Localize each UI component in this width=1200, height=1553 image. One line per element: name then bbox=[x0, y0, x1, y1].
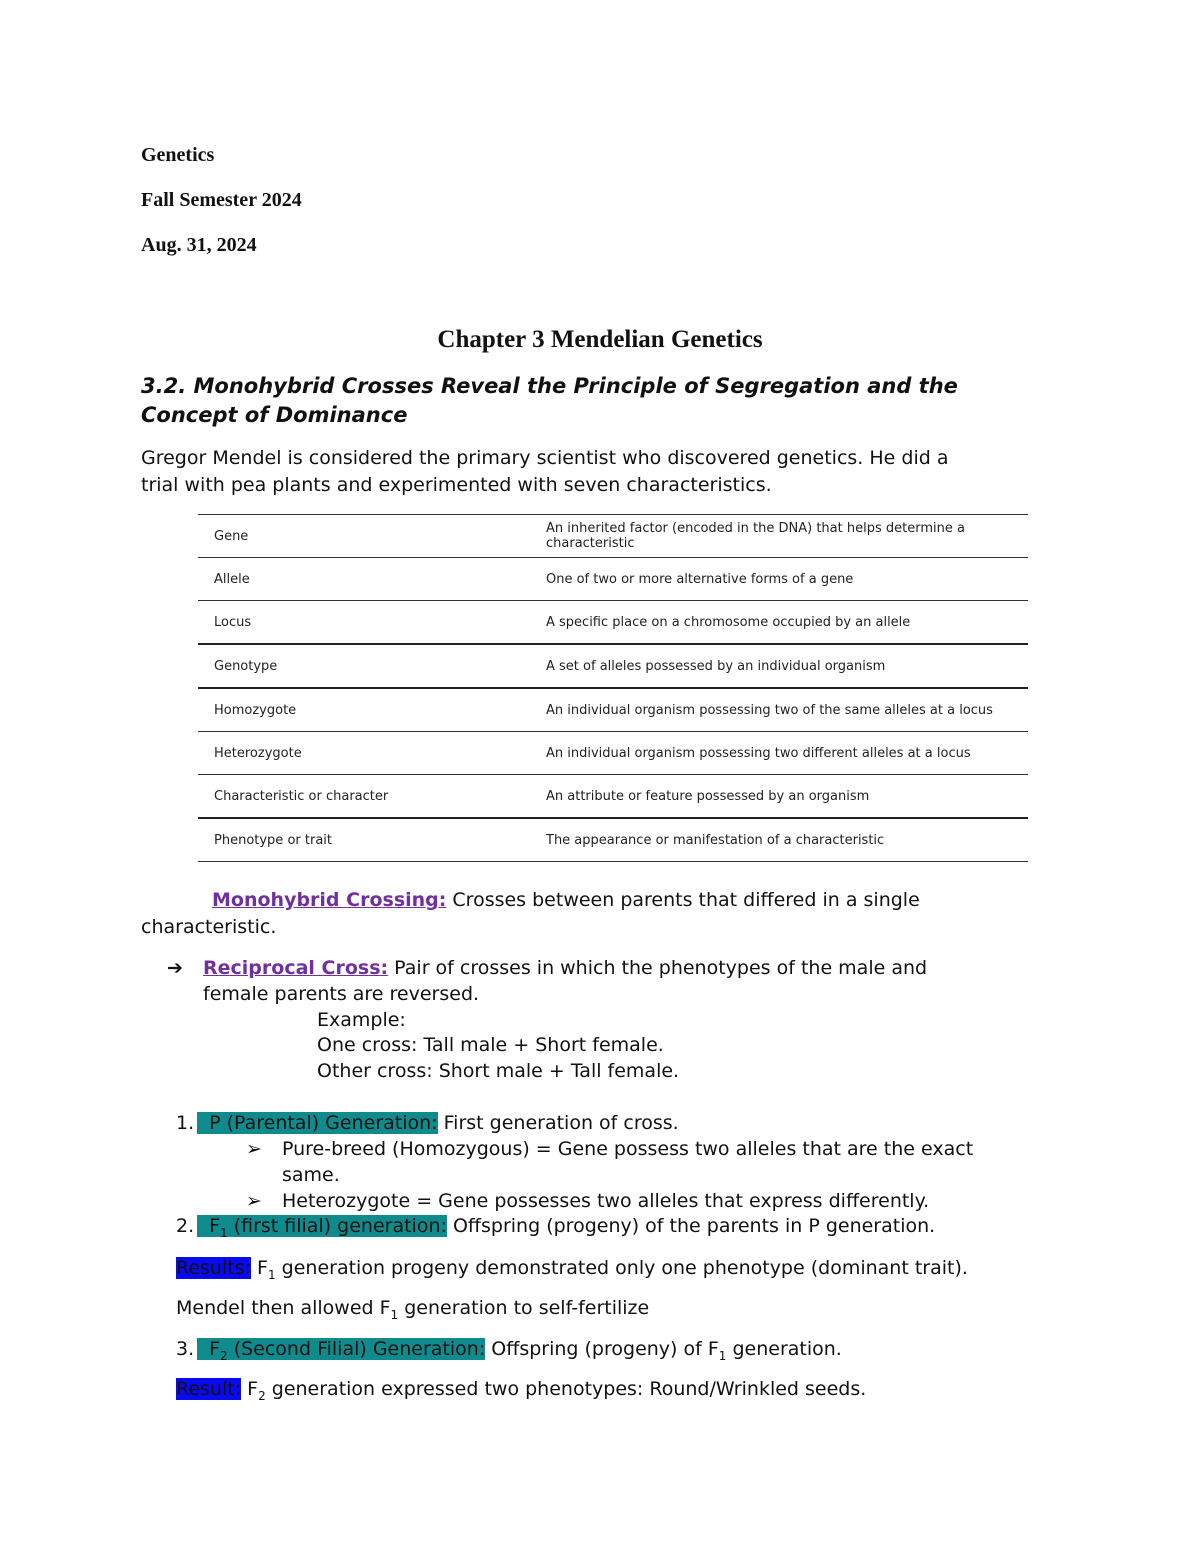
monohybrid-term: Monohybrid Crossing: bbox=[212, 889, 447, 911]
results-sub: 1 bbox=[267, 1267, 276, 1282]
term-cell: Locus bbox=[198, 601, 530, 645]
results-line bbox=[176, 1257, 968, 1282]
f2-generation-label bbox=[197, 1338, 486, 1363]
list-number-1: 1. bbox=[176, 1112, 195, 1134]
f1-label-sub: 1 bbox=[220, 1225, 228, 1240]
f1-label-post: (first filial) generation: bbox=[227, 1215, 447, 1237]
result-line bbox=[176, 1378, 866, 1403]
table-row bbox=[198, 558, 1028, 601]
bullet-1-line1: Pure-breed (Homozygous) = Gene possess two alleles that are the exact bbox=[282, 1138, 974, 1160]
list-number-2: 2. bbox=[176, 1215, 195, 1237]
arrow-icon: ➔ bbox=[167, 957, 183, 979]
term-cell: Genotype bbox=[198, 644, 530, 688]
definition-cell: A set of alleles possessed by an individual organism bbox=[530, 644, 1028, 688]
reciprocal-line2: female parents are reversed. bbox=[203, 983, 480, 1005]
reciprocal-text: Pair of crosses in which the phenotypes of the male and bbox=[388, 957, 928, 979]
example-label: Example: bbox=[317, 1009, 406, 1031]
f2-label-post: (Second Filial) Generation: bbox=[227, 1338, 486, 1360]
f1-label-pre: F bbox=[197, 1215, 221, 1237]
p-generation-line bbox=[197, 1112, 679, 1134]
table-row bbox=[198, 732, 1028, 775]
p-generation-label: P (Parental) Generation: bbox=[197, 1112, 438, 1134]
bullet-marker-icon: ➢ bbox=[246, 1190, 262, 1212]
result-post: generation expressed two phenotypes: Round/Wrinkled seeds. bbox=[265, 1378, 867, 1400]
definition-cell: The appearance or manifestation of a characteristic bbox=[530, 818, 1028, 862]
f2-label-pre: F bbox=[197, 1338, 221, 1360]
bullet-2-line1: Heterozygote = Gene possesses two alleles that express differently. bbox=[282, 1190, 930, 1212]
f2-text-sub: 1 bbox=[718, 1348, 727, 1363]
list-number-3: 3. bbox=[176, 1338, 195, 1360]
definition-cell: An individual organism possessing two of the same alleles at a locus bbox=[530, 688, 1028, 732]
result-label: Result: bbox=[176, 1378, 242, 1400]
table-row bbox=[198, 601, 1028, 645]
p-generation-text: First generation of cross. bbox=[437, 1112, 679, 1134]
self-fert-post: generation to self-fertilize bbox=[398, 1297, 650, 1319]
self-fertilize-line bbox=[176, 1297, 649, 1322]
date: Aug. 31, 2024 bbox=[141, 234, 257, 256]
section-title-line2: Concept of Dominance bbox=[141, 403, 408, 427]
section-title-line1: 3.2. Monohybrid Crosses Reveal the Principle of Segregation and the bbox=[141, 374, 958, 398]
term-cell: Heterozygote bbox=[198, 732, 530, 775]
table-row bbox=[198, 688, 1028, 732]
chapter-title: Chapter 3 Mendelian Genetics bbox=[437, 326, 763, 353]
self-fert-sub: 1 bbox=[390, 1307, 399, 1322]
result-sub: 2 bbox=[258, 1388, 266, 1403]
bullet-1-line2: same. bbox=[282, 1164, 340, 1186]
result-pre: F bbox=[241, 1378, 259, 1400]
reciprocal-term: Reciprocal Cross: bbox=[203, 957, 389, 979]
monohybrid-line1 bbox=[212, 889, 920, 911]
results-label: Results: bbox=[176, 1257, 252, 1279]
results-pre: F bbox=[251, 1257, 268, 1279]
table-row bbox=[198, 644, 1028, 688]
example-2: Other cross: Short male + Tall female. bbox=[317, 1060, 680, 1082]
definition-cell: An individual organism possessing two different alleles at a locus bbox=[530, 732, 1028, 775]
term-cell: Characteristic or character bbox=[198, 775, 530, 819]
monohybrid-line2: characteristic. bbox=[141, 916, 277, 938]
reciprocal-line1 bbox=[203, 957, 927, 979]
monohybrid-text: Crosses between parents that differed in a single bbox=[446, 889, 920, 911]
f2-generation-line bbox=[197, 1338, 842, 1363]
semester: Fall Semester 2024 bbox=[141, 189, 302, 211]
example-1: One cross: Tall male + Short female. bbox=[317, 1034, 664, 1056]
definitions-table bbox=[198, 514, 1028, 862]
term-cell: Gene bbox=[198, 515, 530, 558]
f1-generation-line bbox=[197, 1215, 935, 1240]
definition-cell: A specific place on a chromosome occupied by an allele bbox=[530, 601, 1028, 645]
f2-text-post: generation. bbox=[726, 1338, 842, 1360]
definition-cell: One of two or more alternative forms of a gene bbox=[530, 558, 1028, 601]
definition-cell: An inherited factor (encoded in the DNA) that helps determine a characteristic bbox=[530, 515, 1028, 558]
f1-generation-label bbox=[197, 1215, 447, 1240]
f2-label-sub: 2 bbox=[220, 1348, 228, 1363]
course-name: Genetics bbox=[141, 144, 215, 166]
term-cell: Homozygote bbox=[198, 688, 530, 732]
term-cell: Allele bbox=[198, 558, 530, 601]
f1-generation-text: Offspring (progeny) of the parents in P generation. bbox=[446, 1215, 936, 1237]
self-fert-pre: Mendel then allowed F bbox=[176, 1297, 391, 1319]
definition-cell: An attribute or feature possessed by an organism bbox=[530, 775, 1028, 819]
bullet-marker-icon: ➢ bbox=[246, 1138, 262, 1160]
results-post: generation progeny demonstrated only one phenotype (dominant trait). bbox=[275, 1257, 968, 1279]
table-row bbox=[198, 818, 1028, 862]
table-row bbox=[198, 515, 1028, 558]
f2-text-pre: Offspring (progeny) of F bbox=[485, 1338, 719, 1360]
table-row bbox=[198, 775, 1028, 819]
intro-line2: trial with pea plants and experimented with seven characteristics. bbox=[141, 474, 772, 496]
intro-line1: Gregor Mendel is considered the primary scientist who discovered genetics. He did a bbox=[141, 447, 949, 469]
term-cell: Phenotype or trait bbox=[198, 818, 530, 862]
